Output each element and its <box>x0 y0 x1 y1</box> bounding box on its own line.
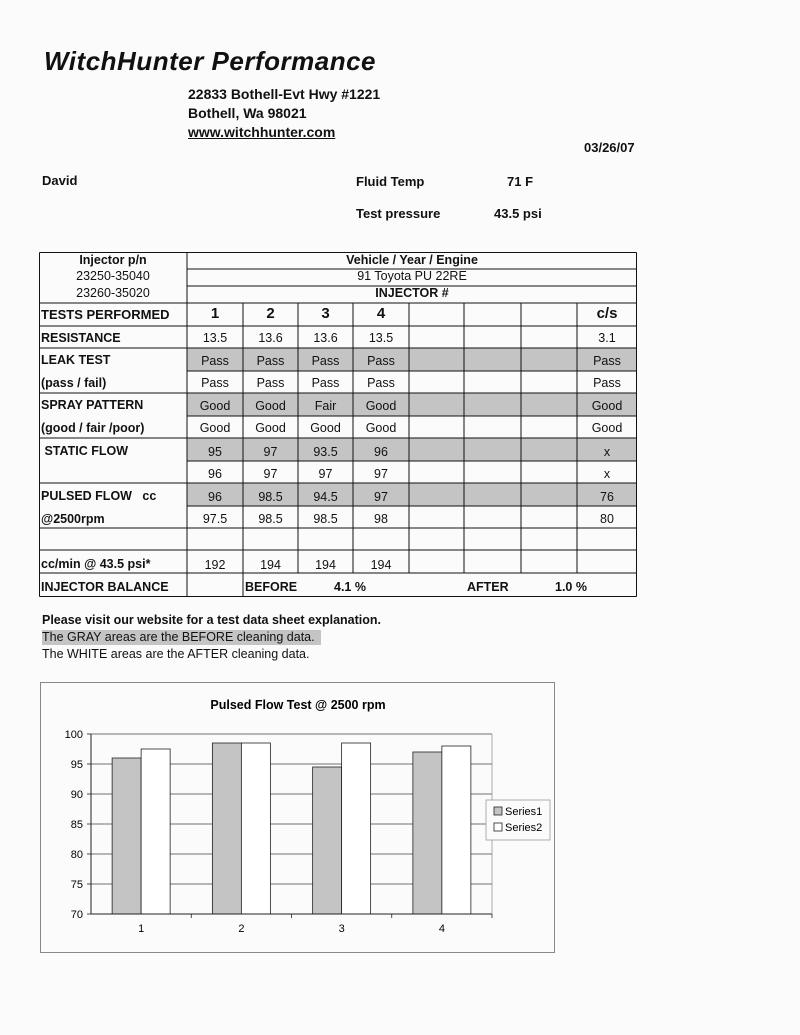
table-cell: 96 <box>208 490 222 504</box>
row-label-leak-test: LEAK TEST <box>41 353 111 367</box>
table-cell: Pass <box>256 354 285 368</box>
table-cell: Good <box>255 399 286 413</box>
chart-title: Pulsed Flow Test @ 2500 rpm <box>210 698 386 712</box>
table-cell: 98.5 <box>258 490 283 504</box>
col-header-2: 2 <box>266 305 275 322</box>
fluid-temp-value: 71 F <box>507 174 534 189</box>
table-cell: Pass <box>367 376 395 390</box>
injector-balance-label: INJECTOR BALANCE <box>41 580 169 594</box>
table-cell: 194 <box>260 558 281 572</box>
table-cell: 76 <box>600 490 614 504</box>
table-cell: Fair <box>314 399 337 413</box>
table-cell: Pass <box>593 376 621 390</box>
table-cell: Pass <box>311 376 340 390</box>
balance-before-label: BEFORE <box>245 580 298 594</box>
customer-name: David <box>42 173 78 188</box>
address-line-2: Bothell, Wa 98021 <box>188 105 307 121</box>
table-cell: 98.5 <box>258 512 283 526</box>
pulsed-flow-chart <box>40 682 555 953</box>
table-cell: 97 <box>263 445 278 459</box>
table-cell: 3.1 <box>598 331 616 345</box>
table-cell: 97 <box>318 467 333 481</box>
chart-legend <box>486 800 550 840</box>
table-cell: Pass <box>367 354 395 368</box>
x-tick-label: 1 <box>138 923 145 935</box>
bar-series2-4 <box>442 746 471 914</box>
injector-pn-label: Injector p/n <box>79 253 147 267</box>
table-cell: 13.6 <box>258 331 283 345</box>
legend-swatch-series2 <box>494 823 502 831</box>
x-tick-label: 3 <box>338 923 345 935</box>
col-header-cs: c/s <box>596 305 618 322</box>
test-pressure-value: 43.5 psi <box>494 206 542 221</box>
table-cell: x <box>603 445 611 459</box>
website-link[interactable]: www.witchhunter.com <box>188 124 336 140</box>
y-tick-label: 90 <box>70 789 83 801</box>
row-label-pulsed-flow: PULSED FLOW cc <box>41 489 157 503</box>
company-logo: WitchHunter Performance <box>44 46 376 76</box>
balance-after-value: 1.0 % <box>555 580 587 594</box>
fluid-temp-label: Fluid Temp <box>356 174 425 189</box>
table-cell: x <box>603 467 611 481</box>
y-tick-label: 80 <box>70 849 83 861</box>
x-tick-label: 2 <box>238 923 245 935</box>
y-tick-label: 70 <box>70 909 83 921</box>
table-cell: Good <box>591 399 623 413</box>
row-label-static-flow: STATIC FLOW <box>41 444 129 458</box>
balance-before-value: 4.1 % <box>334 580 366 594</box>
table-cell: 97 <box>374 467 388 481</box>
row-label-cc-min: cc/min @ 43.5 psi* <box>41 557 151 571</box>
row-label-pass-fail: (pass / fail) <box>41 376 107 390</box>
table-cell: 97 <box>374 490 388 504</box>
vehicle-label: Vehicle / Year / Engine <box>346 253 478 267</box>
bar-series1-3 <box>313 767 342 914</box>
table-cell: Good <box>199 421 231 435</box>
table-cell: Good <box>365 421 397 435</box>
table-cell: Good <box>365 399 397 413</box>
table-cell: Pass <box>593 354 621 368</box>
table-cell: 96 <box>374 445 388 459</box>
table-cell: Good <box>199 399 231 413</box>
y-tick-label: 75 <box>70 879 83 891</box>
table-cell: Pass <box>311 354 340 368</box>
legend-label-series2: Series2 <box>505 822 543 834</box>
table-cell: 194 <box>370 558 392 572</box>
row-label-2500rpm: @2500rpm <box>41 512 105 526</box>
table-cell: 93.5 <box>313 445 338 459</box>
table-cell: 13.5 <box>202 331 228 345</box>
table-cell: Good <box>255 421 286 435</box>
tests-performed-header: TESTS PERFORMED <box>41 307 170 322</box>
bar-series1-4 <box>413 752 442 914</box>
part-number-2: 23260-35020 <box>76 286 150 300</box>
table-cell: 13.6 <box>313 331 338 345</box>
col-header-4: 4 <box>376 305 386 322</box>
table-cell: Good <box>310 421 341 435</box>
table-cell: 98 <box>374 512 388 526</box>
row-label-resistance: RESISTANCE <box>41 331 121 345</box>
address-line-1: 22833 Bothell-Evt Hwy #1221 <box>188 86 381 102</box>
table-cell: Good <box>591 421 623 435</box>
gray-area-note: The GRAY areas are the BEFORE cleaning data. <box>42 630 321 645</box>
y-tick-label: 95 <box>70 759 83 771</box>
table-cell: 96 <box>208 467 222 481</box>
table-cell: Pass <box>256 376 285 390</box>
injector-number-header: INJECTOR # <box>375 286 449 300</box>
table-cell: Pass <box>201 354 229 368</box>
table-cell: 192 <box>204 558 226 572</box>
vehicle-value: 91 Toyota PU 22RE <box>357 269 467 283</box>
injector-test-table <box>39 252 637 597</box>
col-header-1: 1 <box>210 305 220 322</box>
table-cell: 94.5 <box>313 490 338 504</box>
bar-series2-1 <box>141 749 170 914</box>
table-cell: 13.5 <box>368 331 394 345</box>
bar-series1-1 <box>112 758 141 914</box>
table-cell: 80 <box>600 512 614 526</box>
col-header-3: 3 <box>321 305 330 322</box>
y-tick-label: 100 <box>64 729 83 741</box>
bar-series2-2 <box>241 743 270 914</box>
part-number-1: 23250-35040 <box>76 269 150 283</box>
table-cell: 95 <box>208 445 222 459</box>
table-cell: 97 <box>263 467 278 481</box>
legend-swatch-series1 <box>494 807 502 815</box>
row-label-spray-pattern: SPRAY PATTERN <box>41 398 144 412</box>
bar-series1-2 <box>212 743 241 914</box>
table-cell: 97.5 <box>202 512 228 526</box>
balance-after-label: AFTER <box>467 580 509 594</box>
table-cell: 98.5 <box>313 512 338 526</box>
x-tick-label: 4 <box>438 923 445 935</box>
table-cell: Pass <box>201 376 229 390</box>
y-tick-label: 85 <box>70 819 83 831</box>
row-label-good-fair-poor: (good / fair /poor) <box>41 421 145 435</box>
legend-label-series1: Series1 <box>505 806 543 818</box>
bar-series2-3 <box>342 743 371 914</box>
table-cell: 194 <box>315 558 336 572</box>
report-date: 03/26/07 <box>584 140 635 155</box>
white-area-note: The WHITE areas are the AFTER cleaning data. <box>42 647 310 661</box>
website-note: Please visit our website for a test data sheet explanation. <box>42 613 382 627</box>
test-pressure-label: Test pressure <box>356 206 441 221</box>
chart-canvas <box>40 682 555 953</box>
